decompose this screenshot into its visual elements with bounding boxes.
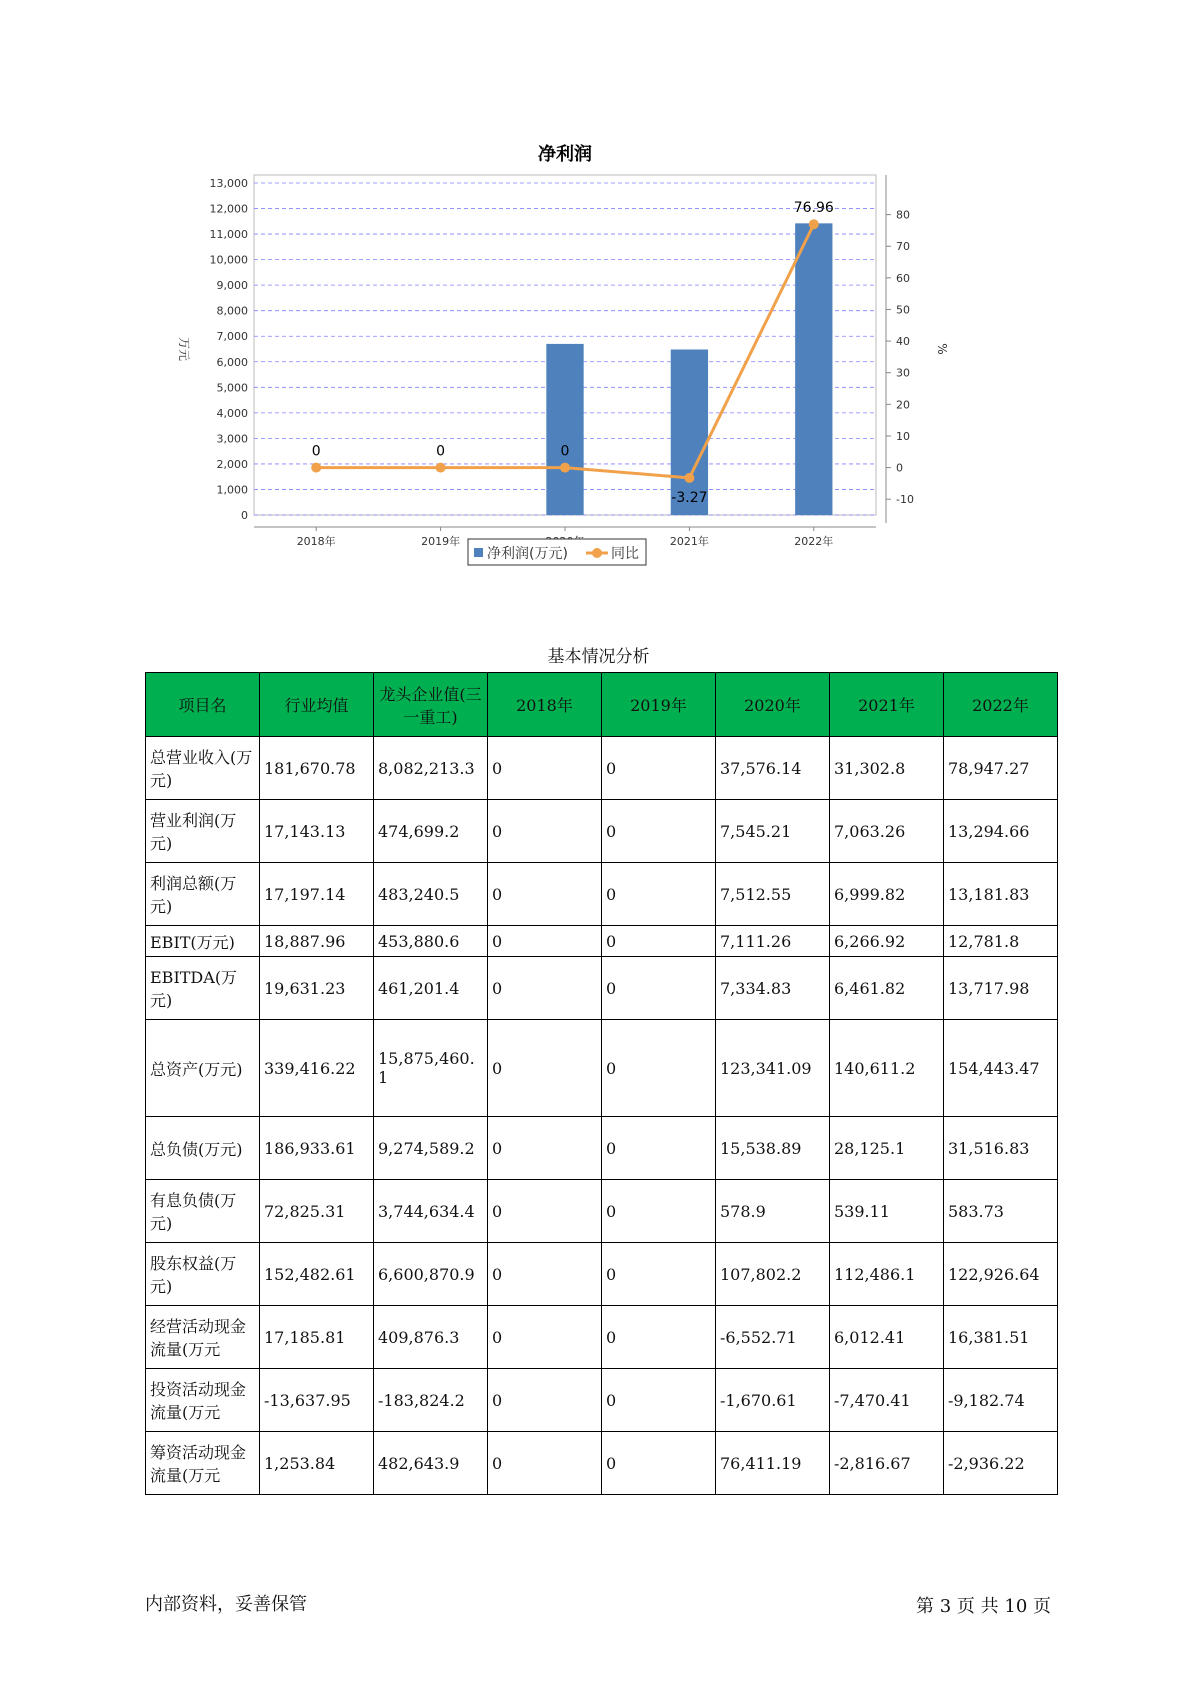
value-cell: 0 xyxy=(602,1020,716,1117)
legend-line-label: 同比 xyxy=(611,546,639,562)
value-cell: 7,512.55 xyxy=(716,863,830,926)
table-row xyxy=(146,1180,1058,1243)
value-cell: 12,781.8 xyxy=(944,926,1058,957)
footer-page-number: 第 3 页 共 10 页 xyxy=(916,1596,1051,1617)
value-cell: 15,875,460.1 xyxy=(374,1020,488,1117)
value-cell: 76,411.19 xyxy=(716,1432,830,1495)
table-row xyxy=(146,1432,1058,1495)
value-cell: 0 xyxy=(488,737,602,800)
row-label-cell: 总资产(万元) xyxy=(146,1020,260,1117)
y-axis-title: 万元 xyxy=(177,336,191,362)
value-cell: 6,999.82 xyxy=(830,863,944,926)
y-tick-label: 8,000 xyxy=(216,304,248,318)
value-cell: 6,461.82 xyxy=(830,957,944,1020)
legend-bar-swatch xyxy=(474,548,483,557)
x-tick-label: 2018年 xyxy=(296,535,336,548)
y2-tick-label: -10 xyxy=(896,493,914,507)
y-tick-label: 2,000 xyxy=(216,457,248,471)
value-cell: 19,631.23 xyxy=(260,957,374,1020)
value-cell: 0 xyxy=(488,1432,602,1495)
header-item-name: 项目名 xyxy=(146,673,260,737)
y-tick-label: 0 xyxy=(241,509,248,522)
table-header-row xyxy=(146,673,1058,737)
value-cell: -9,182.74 xyxy=(944,1369,1058,1432)
value-cell: 7,063.26 xyxy=(830,800,944,863)
value-cell: 483,240.5 xyxy=(374,863,488,926)
x-tick-label: 2022年 xyxy=(794,535,834,548)
table-row xyxy=(146,1306,1058,1369)
value-cell: 0 xyxy=(602,1306,716,1369)
y2-tick-label: 40 xyxy=(896,335,910,349)
y2-tick-label: 70 xyxy=(896,240,910,254)
table-row xyxy=(146,863,1058,926)
table-row xyxy=(146,800,1058,863)
value-cell: 0 xyxy=(488,926,602,957)
row-label-cell: 经营活动现金流量(万元 xyxy=(146,1306,260,1369)
value-cell: 31,302.8 xyxy=(830,737,944,800)
value-cell: 583.73 xyxy=(944,1180,1058,1243)
value-cell: 17,185.81 xyxy=(260,1306,374,1369)
basic-analysis-table xyxy=(145,672,1058,1495)
value-cell: 0 xyxy=(602,1117,716,1180)
value-cell: 186,933.61 xyxy=(260,1117,374,1180)
value-cell: 31,516.83 xyxy=(944,1117,1058,1180)
y2-tick-label: 80 xyxy=(896,208,910,222)
value-cell: -183,824.2 xyxy=(374,1369,488,1432)
y-tick-label: 11,000 xyxy=(209,228,248,242)
header-2020: 2020年 xyxy=(716,673,830,737)
value-cell: 0 xyxy=(488,1180,602,1243)
value-cell: 15,538.89 xyxy=(716,1117,830,1180)
row-label-cell: 有息负债(万元) xyxy=(146,1180,260,1243)
header-2019: 2019年 xyxy=(602,673,716,737)
value-cell: 1,253.84 xyxy=(260,1432,374,1495)
value-cell: 181,670.78 xyxy=(260,737,374,800)
value-cell: 0 xyxy=(488,863,602,926)
value-cell: 140,611.2 xyxy=(830,1020,944,1117)
header-industry-avg: 行业均值 xyxy=(260,673,374,737)
yoy-point xyxy=(311,463,321,473)
value-cell: 0 xyxy=(602,863,716,926)
header-leader-value: 龙头企业值(三一重工) xyxy=(374,673,488,737)
yoy-point xyxy=(436,463,446,473)
value-cell: -6,552.71 xyxy=(716,1306,830,1369)
value-cell: 17,143.13 xyxy=(260,800,374,863)
legend-bar-label: 净利润(万元) xyxy=(487,546,568,562)
y2-tick-label: 10 xyxy=(896,429,910,443)
table-row xyxy=(146,1243,1058,1306)
y-tick-label: 3,000 xyxy=(216,432,248,446)
header-2021: 2021年 xyxy=(830,673,944,737)
row-label-cell: 利润总额(万元) xyxy=(146,863,260,926)
value-cell: 0 xyxy=(602,1432,716,1495)
value-cell: -1,670.61 xyxy=(716,1369,830,1432)
value-cell: 107,802.2 xyxy=(716,1243,830,1306)
value-cell: 122,926.64 xyxy=(944,1243,1058,1306)
y2-tick-label: 50 xyxy=(896,303,910,317)
yoy-point xyxy=(809,219,819,229)
value-cell: 13,294.66 xyxy=(944,800,1058,863)
value-cell: 7,334.83 xyxy=(716,957,830,1020)
yoy-point xyxy=(684,473,694,483)
table-row xyxy=(146,926,1058,957)
y2-axis-title: % xyxy=(935,343,949,355)
chart-title: 净利润 xyxy=(538,144,592,165)
header-2022: 2022年 xyxy=(944,673,1058,737)
value-cell: 112,486.1 xyxy=(830,1243,944,1306)
y-tick-label: 6,000 xyxy=(216,355,248,369)
value-cell: 453,880.6 xyxy=(374,926,488,957)
row-label-cell: 股东权益(万元) xyxy=(146,1243,260,1306)
y-tick-label: 13,000 xyxy=(209,177,248,190)
x-tick-label: 2021年 xyxy=(669,535,709,548)
legend-line-marker xyxy=(592,548,602,558)
value-cell: 0 xyxy=(602,737,716,800)
row-label-cell: 投资活动现金流量(万元 xyxy=(146,1369,260,1432)
value-cell: 18,887.96 xyxy=(260,926,374,957)
y-tick-label: 1,000 xyxy=(216,483,248,497)
value-cell: -13,637.95 xyxy=(260,1369,374,1432)
value-cell: 0 xyxy=(488,957,602,1020)
y2-tick-label: 0 xyxy=(896,461,903,475)
value-cell: 13,181.83 xyxy=(944,863,1058,926)
yoy-data-label: -3.27 xyxy=(671,489,708,506)
value-cell: 8,082,213.3 xyxy=(374,737,488,800)
table-row xyxy=(146,1117,1058,1180)
value-cell: 6,266.92 xyxy=(830,926,944,957)
yoy-point xyxy=(560,463,570,473)
value-cell: 72,825.31 xyxy=(260,1180,374,1243)
yoy-data-label: 0 xyxy=(311,443,321,460)
value-cell: -2,816.67 xyxy=(830,1432,944,1495)
y-tick-label: 7,000 xyxy=(216,330,248,344)
table-row xyxy=(146,957,1058,1020)
value-cell: 6,600,870.9 xyxy=(374,1243,488,1306)
y-tick-label: 12,000 xyxy=(209,202,248,216)
value-cell: 578.9 xyxy=(716,1180,830,1243)
value-cell: 0 xyxy=(602,926,716,957)
value-cell: 482,643.9 xyxy=(374,1432,488,1495)
value-cell: 0 xyxy=(488,1243,602,1306)
value-cell: 539.11 xyxy=(830,1180,944,1243)
bar xyxy=(546,344,583,515)
table-caption: 基本情况分析 xyxy=(547,647,650,667)
value-cell: 0 xyxy=(488,1020,602,1117)
net-profit-chart xyxy=(170,135,970,595)
value-cell: 409,876.3 xyxy=(374,1306,488,1369)
row-label-cell: EBITDA(万元) xyxy=(146,957,260,1020)
value-cell: 0 xyxy=(488,1369,602,1432)
row-label-cell: EBIT(万元) xyxy=(146,926,260,957)
value-cell: 17,197.14 xyxy=(260,863,374,926)
value-cell: 0 xyxy=(602,800,716,863)
yoy-data-label: 0 xyxy=(436,443,446,460)
chart-canvas xyxy=(170,135,970,595)
value-cell: 37,576.14 xyxy=(716,737,830,800)
row-label-cell: 总负债(万元) xyxy=(146,1117,260,1180)
table-row xyxy=(146,737,1058,800)
yoy-data-label: 76.96 xyxy=(793,200,834,217)
value-cell: 0 xyxy=(602,957,716,1020)
value-cell: 123,341.09 xyxy=(716,1020,830,1117)
value-cell: 78,947.27 xyxy=(944,737,1058,800)
table-row xyxy=(146,1369,1058,1432)
y-tick-label: 9,000 xyxy=(216,279,248,293)
value-cell: 7,545.21 xyxy=(716,800,830,863)
row-label-cell: 总营业收入(万元) xyxy=(146,737,260,800)
value-cell: -7,470.41 xyxy=(830,1369,944,1432)
row-label-cell: 营业利润(万元) xyxy=(146,800,260,863)
value-cell: 461,201.4 xyxy=(374,957,488,1020)
value-cell: 28,125.1 xyxy=(830,1117,944,1180)
bar xyxy=(795,223,832,515)
value-cell: 0 xyxy=(488,1306,602,1369)
value-cell: 339,416.22 xyxy=(260,1020,374,1117)
y2-tick-label: 60 xyxy=(896,271,910,285)
y-tick-label: 4,000 xyxy=(216,406,248,420)
value-cell: 0 xyxy=(488,1117,602,1180)
value-cell: 6,012.41 xyxy=(830,1306,944,1369)
value-cell: 16,381.51 xyxy=(944,1306,1058,1369)
yoy-data-label: 0 xyxy=(560,443,570,460)
row-label-cell: 筹资活动现金流量(万元 xyxy=(146,1432,260,1495)
table-row xyxy=(146,1020,1058,1117)
value-cell: 152,482.61 xyxy=(260,1243,374,1306)
y-tick-label: 5,000 xyxy=(216,381,248,395)
value-cell: 0 xyxy=(602,1369,716,1432)
y2-tick-label: 20 xyxy=(896,398,910,412)
value-cell: 13,717.98 xyxy=(944,957,1058,1020)
value-cell: 474,699.2 xyxy=(374,800,488,863)
y2-tick-label: 30 xyxy=(896,366,910,380)
footer-confidential-note: 内部资料，妥善保管 xyxy=(145,1594,307,1615)
value-cell: -2,936.22 xyxy=(944,1432,1058,1495)
value-cell: 3,744,634.4 xyxy=(374,1180,488,1243)
value-cell: 154,443.47 xyxy=(944,1020,1058,1117)
value-cell: 0 xyxy=(488,800,602,863)
x-tick-label: 2019年 xyxy=(421,535,461,548)
y-tick-label: 10,000 xyxy=(209,253,248,267)
value-cell: 9,274,589.2 xyxy=(374,1117,488,1180)
value-cell: 0 xyxy=(602,1243,716,1306)
value-cell: 0 xyxy=(602,1180,716,1243)
header-2018: 2018年 xyxy=(488,673,602,737)
value-cell: 7,111.26 xyxy=(716,926,830,957)
